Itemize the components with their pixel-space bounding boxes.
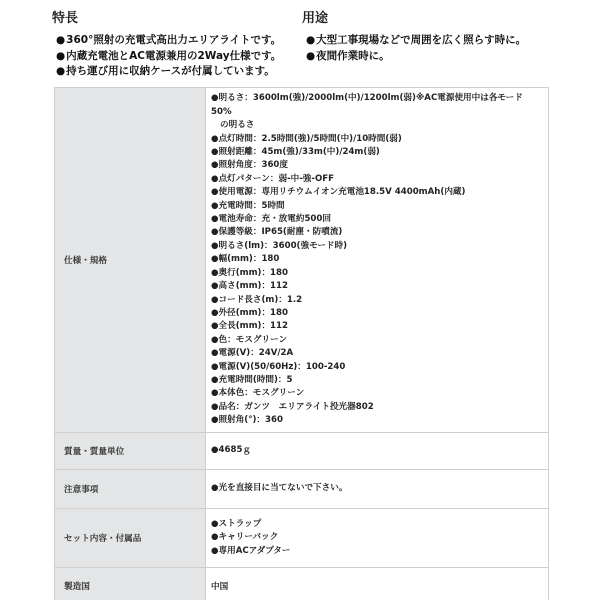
- origin-value: 中国: [206, 568, 549, 600]
- spec-line: ● 品名：ガンツ エリアライト投光器802: [211, 401, 542, 414]
- spec-line: ● 使用電源：専用リチウムイオン充電池18.5V 4400mAh(内蔵): [211, 186, 542, 199]
- spec-line: ● 本体色：モスグリーン: [211, 387, 542, 400]
- spec-line: ● 充電時間(時間)：5: [211, 374, 542, 387]
- feature-item: ● 内蔵充電池とAC電源兼用の2Way仕様です。: [56, 49, 281, 65]
- row-label: セット内容・付属品: [55, 509, 206, 568]
- spec-table: [54, 87, 549, 600]
- feature-item: ● 持ち運び用に収納ケースが付属しています。: [56, 64, 281, 80]
- row-value: [206, 470, 549, 509]
- spec-line: ● 照射距離：45m(強)/33m(中)/24m(弱): [211, 146, 542, 159]
- spec-line: ● 高さ(mm)：112: [211, 280, 542, 293]
- spec-line: ● 電池寿命：充・放電約500回: [211, 213, 542, 226]
- table-row-caution: [55, 470, 549, 509]
- weight-value: ● 4685ｇ: [211, 444, 542, 457]
- spec-line: ● 点灯パターン：弱-中-強-OFF: [211, 173, 542, 186]
- spec-line: ● コード長さ(m)：1.2: [211, 294, 542, 307]
- spec-line: ● 外径(mm)：180: [211, 307, 542, 320]
- spec-line: ● 充電時間：5時間: [211, 200, 542, 213]
- features-heading: 特長: [52, 11, 79, 26]
- accessory-item: ● ストラップ: [211, 518, 542, 531]
- spec-line: ● 保護等級：IP65(耐塵・防噴流): [211, 226, 542, 239]
- accessory-item: ● 専用ACアダプター: [211, 545, 542, 558]
- spec-line: ● 奥行(mm)：180: [211, 267, 542, 280]
- row-label: 注意事項: [55, 470, 206, 509]
- row-label: 製造国: [55, 568, 206, 600]
- table-row-country-of-origin: [55, 568, 549, 600]
- spec-line: ● 明るさ：3600lm(強)/2000lm(中)/1200lm(弱)※AC電源使用中は各モード50% の明るさ: [211, 92, 542, 132]
- table-row-weight: [55, 433, 549, 470]
- uses-list: [306, 33, 526, 64]
- table-row-specifications: [55, 88, 549, 433]
- spec-line: ● 点灯時間：2.5時間(強)/5時間(中)/10時間(弱): [211, 133, 542, 146]
- spec-line-continuation: の明るさ: [220, 120, 255, 131]
- spec-line: ● 電源(V)(50/60Hz)：100-240: [211, 361, 542, 374]
- spec-line: ● 色：モスグリーン: [211, 334, 542, 347]
- features-list: [56, 33, 281, 80]
- row-value: [206, 509, 549, 568]
- spec-line: ● 照射角(°)：360: [211, 414, 542, 427]
- accessory-item: ● キャリーバック: [211, 531, 542, 544]
- caution-value: ● 光を直接目に当てないで下さい。: [211, 482, 542, 495]
- spec-line: ● 全長(mm)：112: [211, 320, 542, 333]
- row-label: 質量・質量単位: [55, 433, 206, 470]
- use-item: ● 夜間作業時に。: [306, 49, 526, 65]
- row-value: [206, 433, 549, 470]
- use-item: ● 大型工事現場などで周囲を広く照らす時に。: [306, 33, 526, 49]
- spec-line: ● 照射角度：360度: [211, 159, 542, 172]
- spec-line: ● 明るさ(lm)：3600(強モード時): [211, 240, 542, 253]
- table-row-set-contents: [55, 509, 549, 568]
- uses-heading: 用途: [302, 11, 329, 26]
- feature-item: ● 360°照射の充電式高出力エリアライトです。: [56, 33, 281, 49]
- spec-line: ● 幅(mm)：180: [211, 253, 542, 266]
- row-label: 仕様・規格: [55, 88, 206, 433]
- row-value: [206, 88, 549, 433]
- spec-lines: [211, 92, 542, 427]
- spec-line: ● 電源(V)：24V/2A: [211, 347, 542, 360]
